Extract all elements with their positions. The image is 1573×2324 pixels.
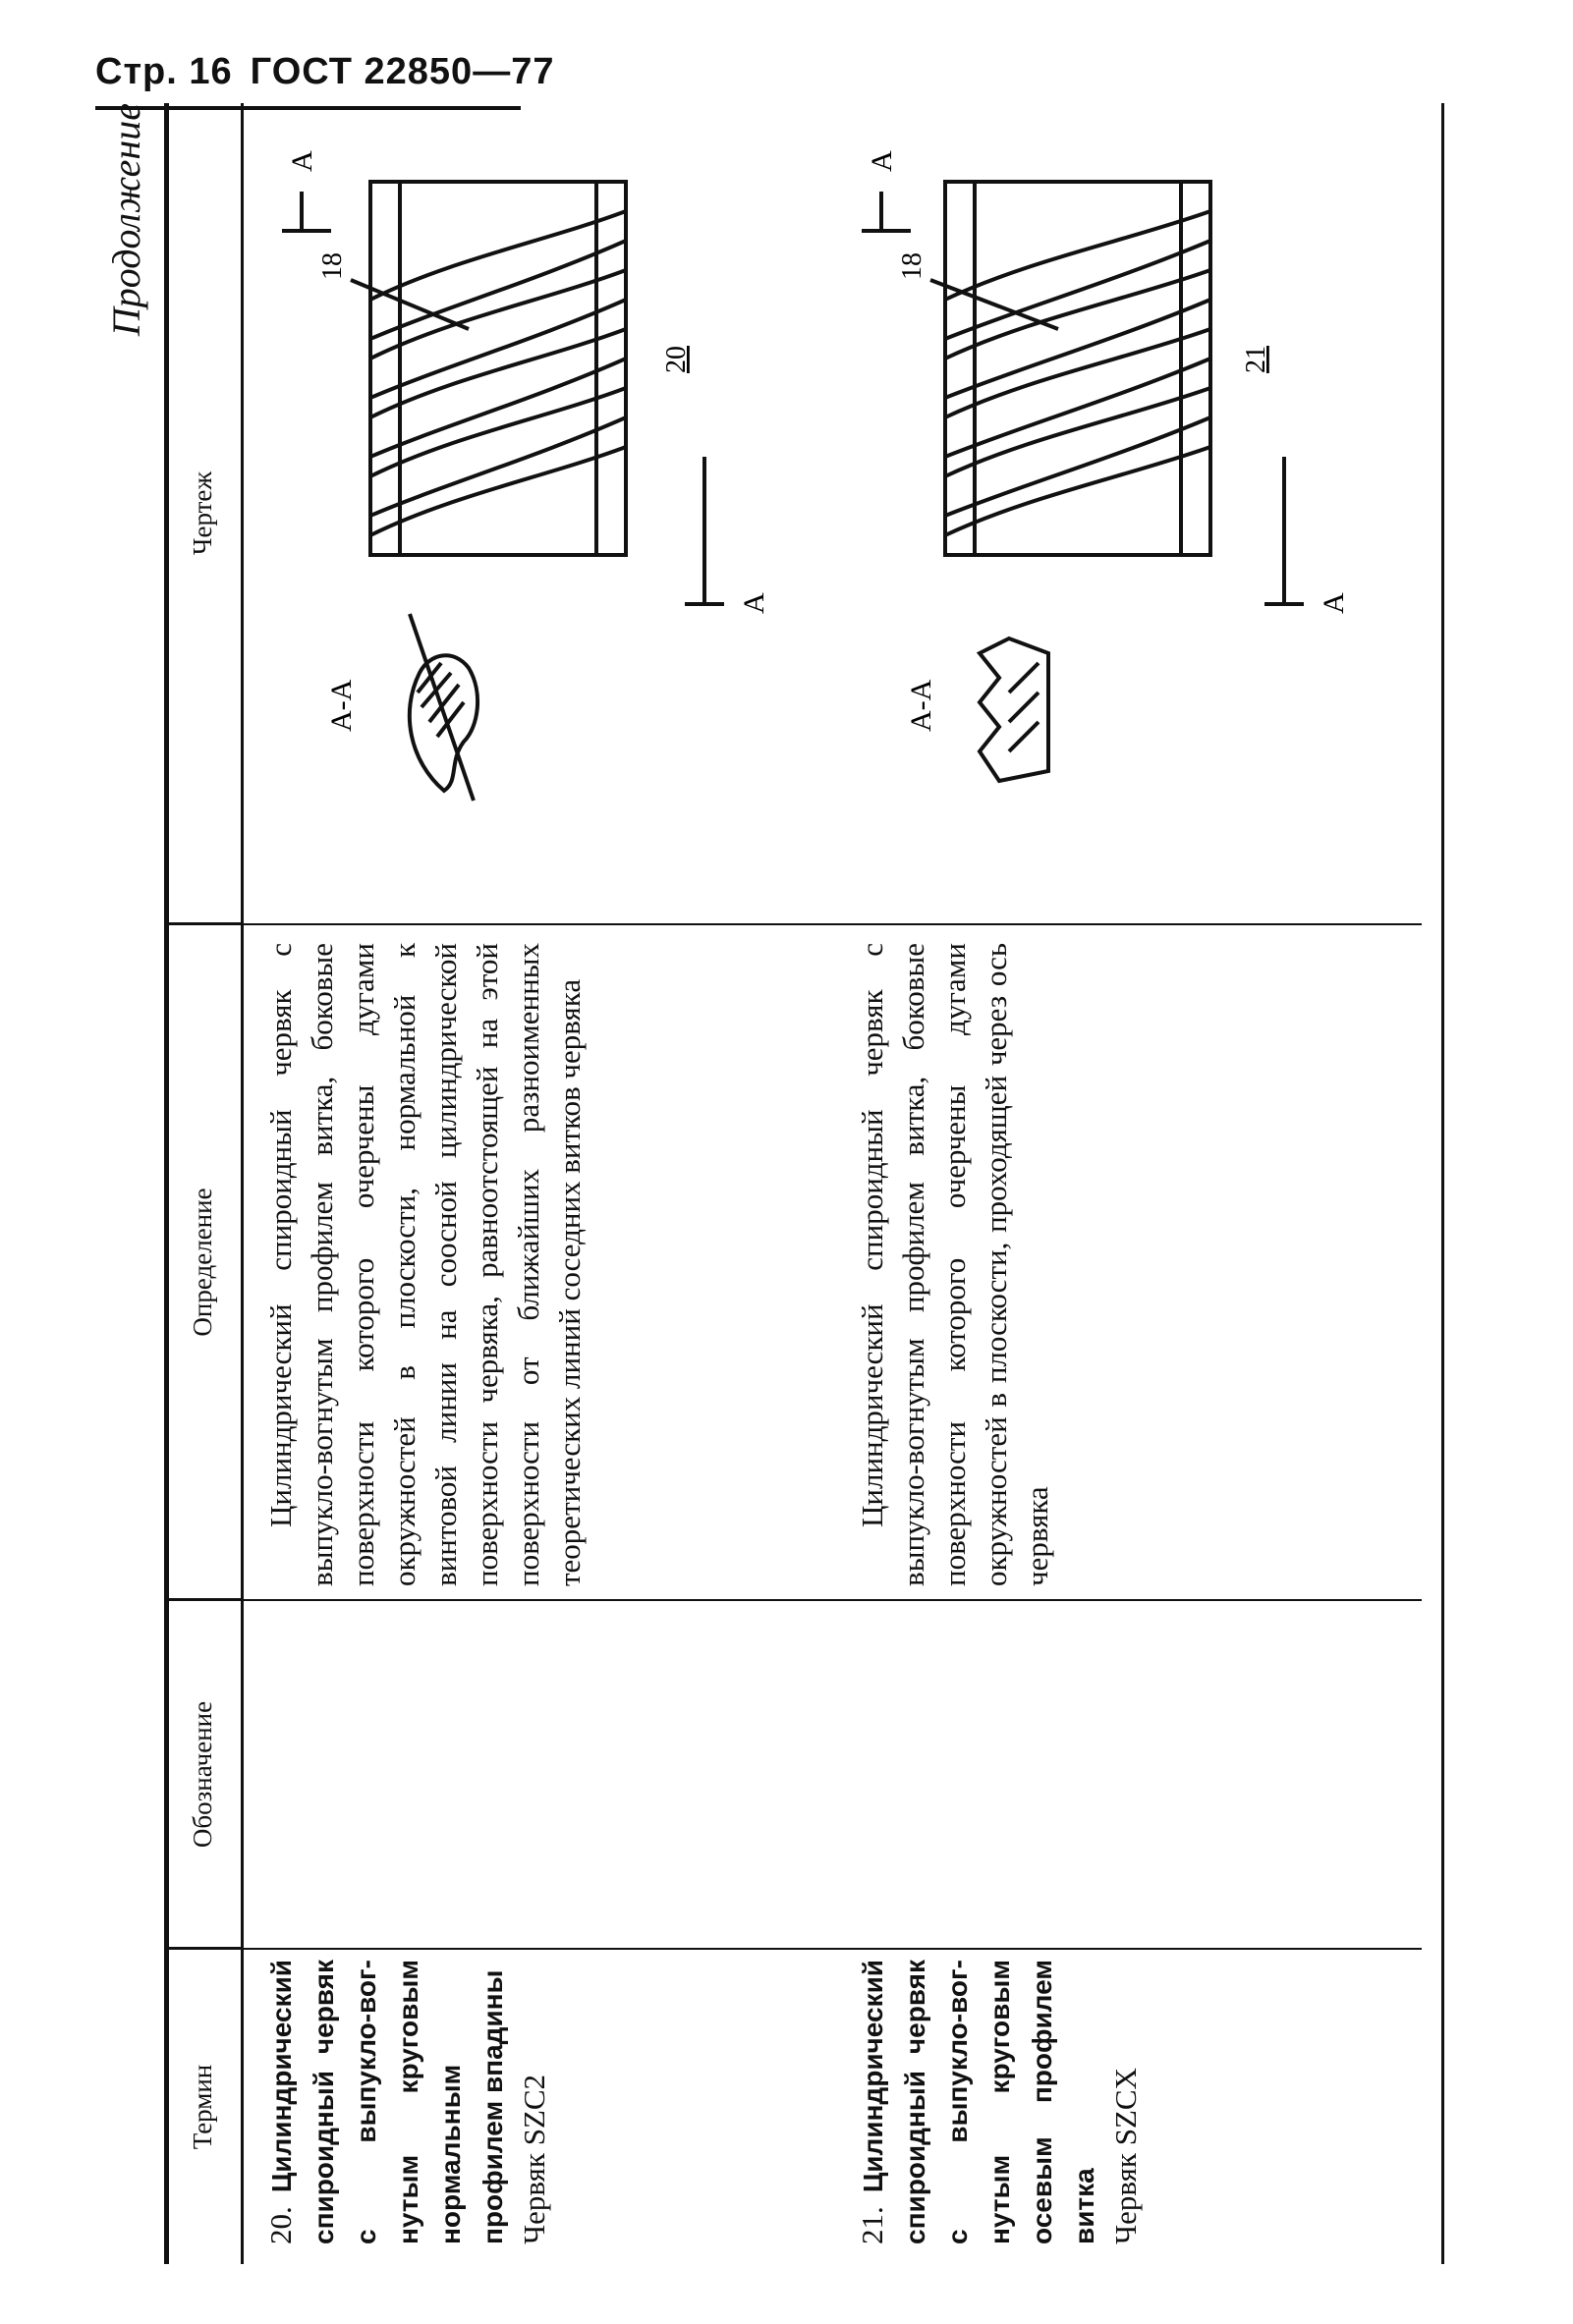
definition-cell-20: Цилиндрический спироидный червяк с выпукло-вогнутым профилем витка, боковые поверхности которого очерчены дугами окружностей в плоскости, нормальной к винтовой линии на соосной цилиндрической поверхности червяка, равноотстоящей на этой поверхности от ближайших разноименных теоретических линий соседних витков червяка bbox=[263, 943, 587, 1586]
figure-number: 21 bbox=[1241, 346, 1271, 373]
term-title: Цилиндрический спироидный червяк с выпукло-вогнутым круговым осевым профилем витка bbox=[858, 1960, 1099, 2244]
worm-drawing-21 bbox=[852, 123, 1402, 909]
header-bottom-rule bbox=[241, 103, 244, 2264]
terms-table bbox=[164, 103, 1547, 2264]
table-top-rule bbox=[164, 103, 169, 2264]
header-designation: Обозначение bbox=[188, 1700, 217, 1849]
standard-number: ГОСТ 22850—77 bbox=[250, 51, 555, 92]
header-definition: Определение bbox=[188, 1188, 217, 1337]
header-drawing: Чертеж bbox=[188, 470, 217, 556]
section-label: А-А bbox=[905, 679, 937, 732]
term-title: Цилиндрический спироидный червяк с выпукло-вогнутым круговым нормальным профилем впадины bbox=[266, 1960, 508, 2244]
callout-number: 18 bbox=[897, 252, 927, 280]
column-line bbox=[243, 1948, 1422, 1950]
running-head bbox=[95, 51, 572, 93]
cut-letter-bottom: А bbox=[1318, 592, 1350, 614]
callout-number: 18 bbox=[317, 252, 348, 280]
cut-letter-bottom: А bbox=[738, 592, 770, 614]
term-number: 21. bbox=[855, 2206, 889, 2244]
column-line bbox=[243, 1599, 1422, 1601]
cut-letter-top: А bbox=[866, 150, 898, 172]
definition-cell-21: Цилиндрический спироидный червяк с выпукло-вогнутым профилем витка, боковые поверхности которого очерчены дугами окружностей в плоскости, проходящей через ось червяка bbox=[855, 943, 1054, 1586]
section-label: А-А bbox=[325, 679, 358, 732]
term-alias: Червяк SZCX bbox=[1108, 2068, 1143, 2244]
term-number: 20. bbox=[263, 2206, 298, 2244]
column-line bbox=[243, 923, 1422, 925]
term-cell-21 bbox=[852, 1960, 1147, 2244]
worm-drawing-20 bbox=[272, 123, 822, 909]
rotated-table-page bbox=[103, 103, 1547, 2264]
page-number: Стр. 16 bbox=[95, 51, 233, 92]
table-bottom-rule bbox=[1441, 103, 1444, 2264]
figure-number: 20 bbox=[661, 346, 692, 373]
term-alias: Червяк SZC2 bbox=[517, 2074, 551, 2244]
cut-letter-top: А bbox=[286, 150, 318, 172]
header-term: Термин bbox=[188, 2064, 217, 2150]
continuation-label: Продолжение bbox=[104, 103, 148, 337]
term-cell-20 bbox=[260, 1960, 555, 2244]
